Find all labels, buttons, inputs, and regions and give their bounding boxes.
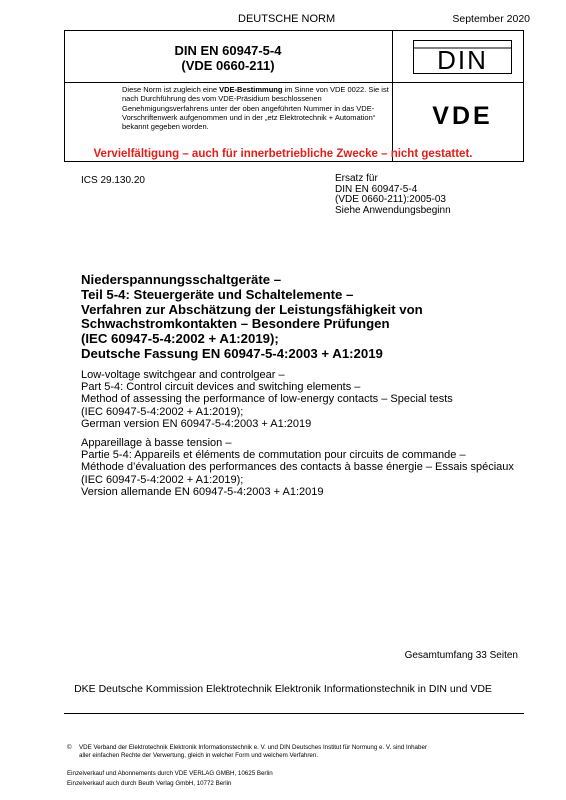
notice-text-2: im Sinne von VDE 0022. Sie ist nach Durchführung des vom VDE-Präsidium beschlossenen Genehmigungsverfahrens unter der oben angeführten Nummer in das VDE-Vorschriftenwerk aufgenommen und in der „etz Elektrotechnik + Automation“ bekannt gegeben worden. [122, 85, 389, 132]
copyright-line: VDE Verband der Elektrotechnik Elektronik Informationstechnik e. V. und DIN Deutsches Institut für Normung e. V. sind Inhaber [79, 744, 427, 751]
vde-logo [408, 100, 517, 130]
title-block-divider-vertical [392, 30, 393, 162]
title-german [81, 273, 423, 362]
footer-divider [64, 713, 524, 714]
title-line: Niederspannungsschaltgeräte – [81, 272, 282, 287]
ics-code: ICS 29.130.20 [81, 175, 145, 186]
sales-line: Einzelverkauf und Abonnements durch VDE VERLAG GMBH, 10625 Berlin [67, 770, 273, 777]
title-english [81, 369, 453, 430]
notice-bold: VDE-Bestimmung [219, 85, 283, 94]
sales-info [67, 769, 527, 789]
title-line: Teil 5-4: Steuergeräte und Schaltelemente – [81, 286, 354, 302]
title-line: Verfahren zur Abschätzung der Leistungsfähigkeit von [81, 301, 423, 317]
title-line: Low-voltage switchgear and controlgear – [81, 369, 285, 381]
vde-logo-text: VDE [432, 102, 493, 130]
title-line: German version EN 60947-5-4:2003 + A1:2019 [81, 417, 312, 430]
dke-line: DKE Deutsche Kommission Elektrotechnik Elektronik Informationstechnik in DIN und VDE [74, 683, 492, 695]
title-line: Version allemande EN 60947-5-4:2003 + A1:2019 [81, 485, 324, 498]
vde-number: (VDE 0660-211) [181, 58, 275, 73]
title-line: Deutsche Fassung EN 60947-5-4:2003 + A1:2019 [81, 345, 383, 361]
norm-designation [64, 30, 392, 82]
reproduction-warning: Vervielfältigung – auch für innerbetriebliche Zwecke – nicht gestattet. [93, 148, 473, 160]
sales-line: Einzelverkauf auch durch Beuth Verlag GmbH, 10772 Berlin [67, 780, 232, 788]
din-logo-text: DIN [437, 45, 488, 74]
title-line: Partie 5-4: Appareils et éléments de commutation pour circuits de commande – [81, 449, 466, 462]
replacement-line: Ersatz für [335, 173, 378, 184]
din-logo [413, 40, 512, 74]
replacement-info [335, 174, 451, 216]
title-block-divider-horizontal [64, 82, 524, 83]
copyright-icon: © [67, 744, 72, 751]
title-french [81, 437, 514, 498]
replacement-line: Siehe Anwendungsbeginn [335, 204, 451, 216]
title-line: Part 5-4: Control circuit devices and switching elements – [81, 381, 361, 394]
publication-date: September 2020 [452, 13, 530, 25]
title-line: Method of assessing the performance of low-energy contacts – Special tests [81, 393, 453, 406]
title-line: Schwachstromkontakten – Besondere Prüfungen [81, 316, 390, 332]
total-pages: Gesamtumfang 33 Seiten [404, 650, 518, 661]
title-line: (IEC 60947-5-4:2002 + A1:2019); [81, 473, 244, 486]
copyright-line: aller einfachen Rechte der Verwertung, gleich in welcher Form und welchem Verfahren. [79, 751, 319, 759]
replacement-line: DIN EN 60947-5-4 [335, 183, 418, 195]
title-line: (IEC 60947-5-4:2002 + A1:2019); [81, 405, 244, 418]
page-header [0, 13, 566, 27]
notice-text-1: Diese Norm ist zugleich eine [122, 85, 220, 94]
title-line: Appareillage à basse tension – [81, 437, 232, 449]
norm-number: DIN EN 60947-5-4 [174, 43, 282, 58]
title-line: (IEC 60947-5-4:2002 + A1:2019); [81, 331, 279, 347]
norm-label: DEUTSCHE NORM [238, 13, 336, 25]
title-line: Méthode d’évaluation des performances des contacts à basse énergie – Essais spéciaux [81, 461, 514, 474]
vde-notice [122, 85, 390, 131]
copyright-notice [67, 744, 527, 759]
replacement-line: (VDE 0660-211):2005-03 [335, 194, 446, 205]
